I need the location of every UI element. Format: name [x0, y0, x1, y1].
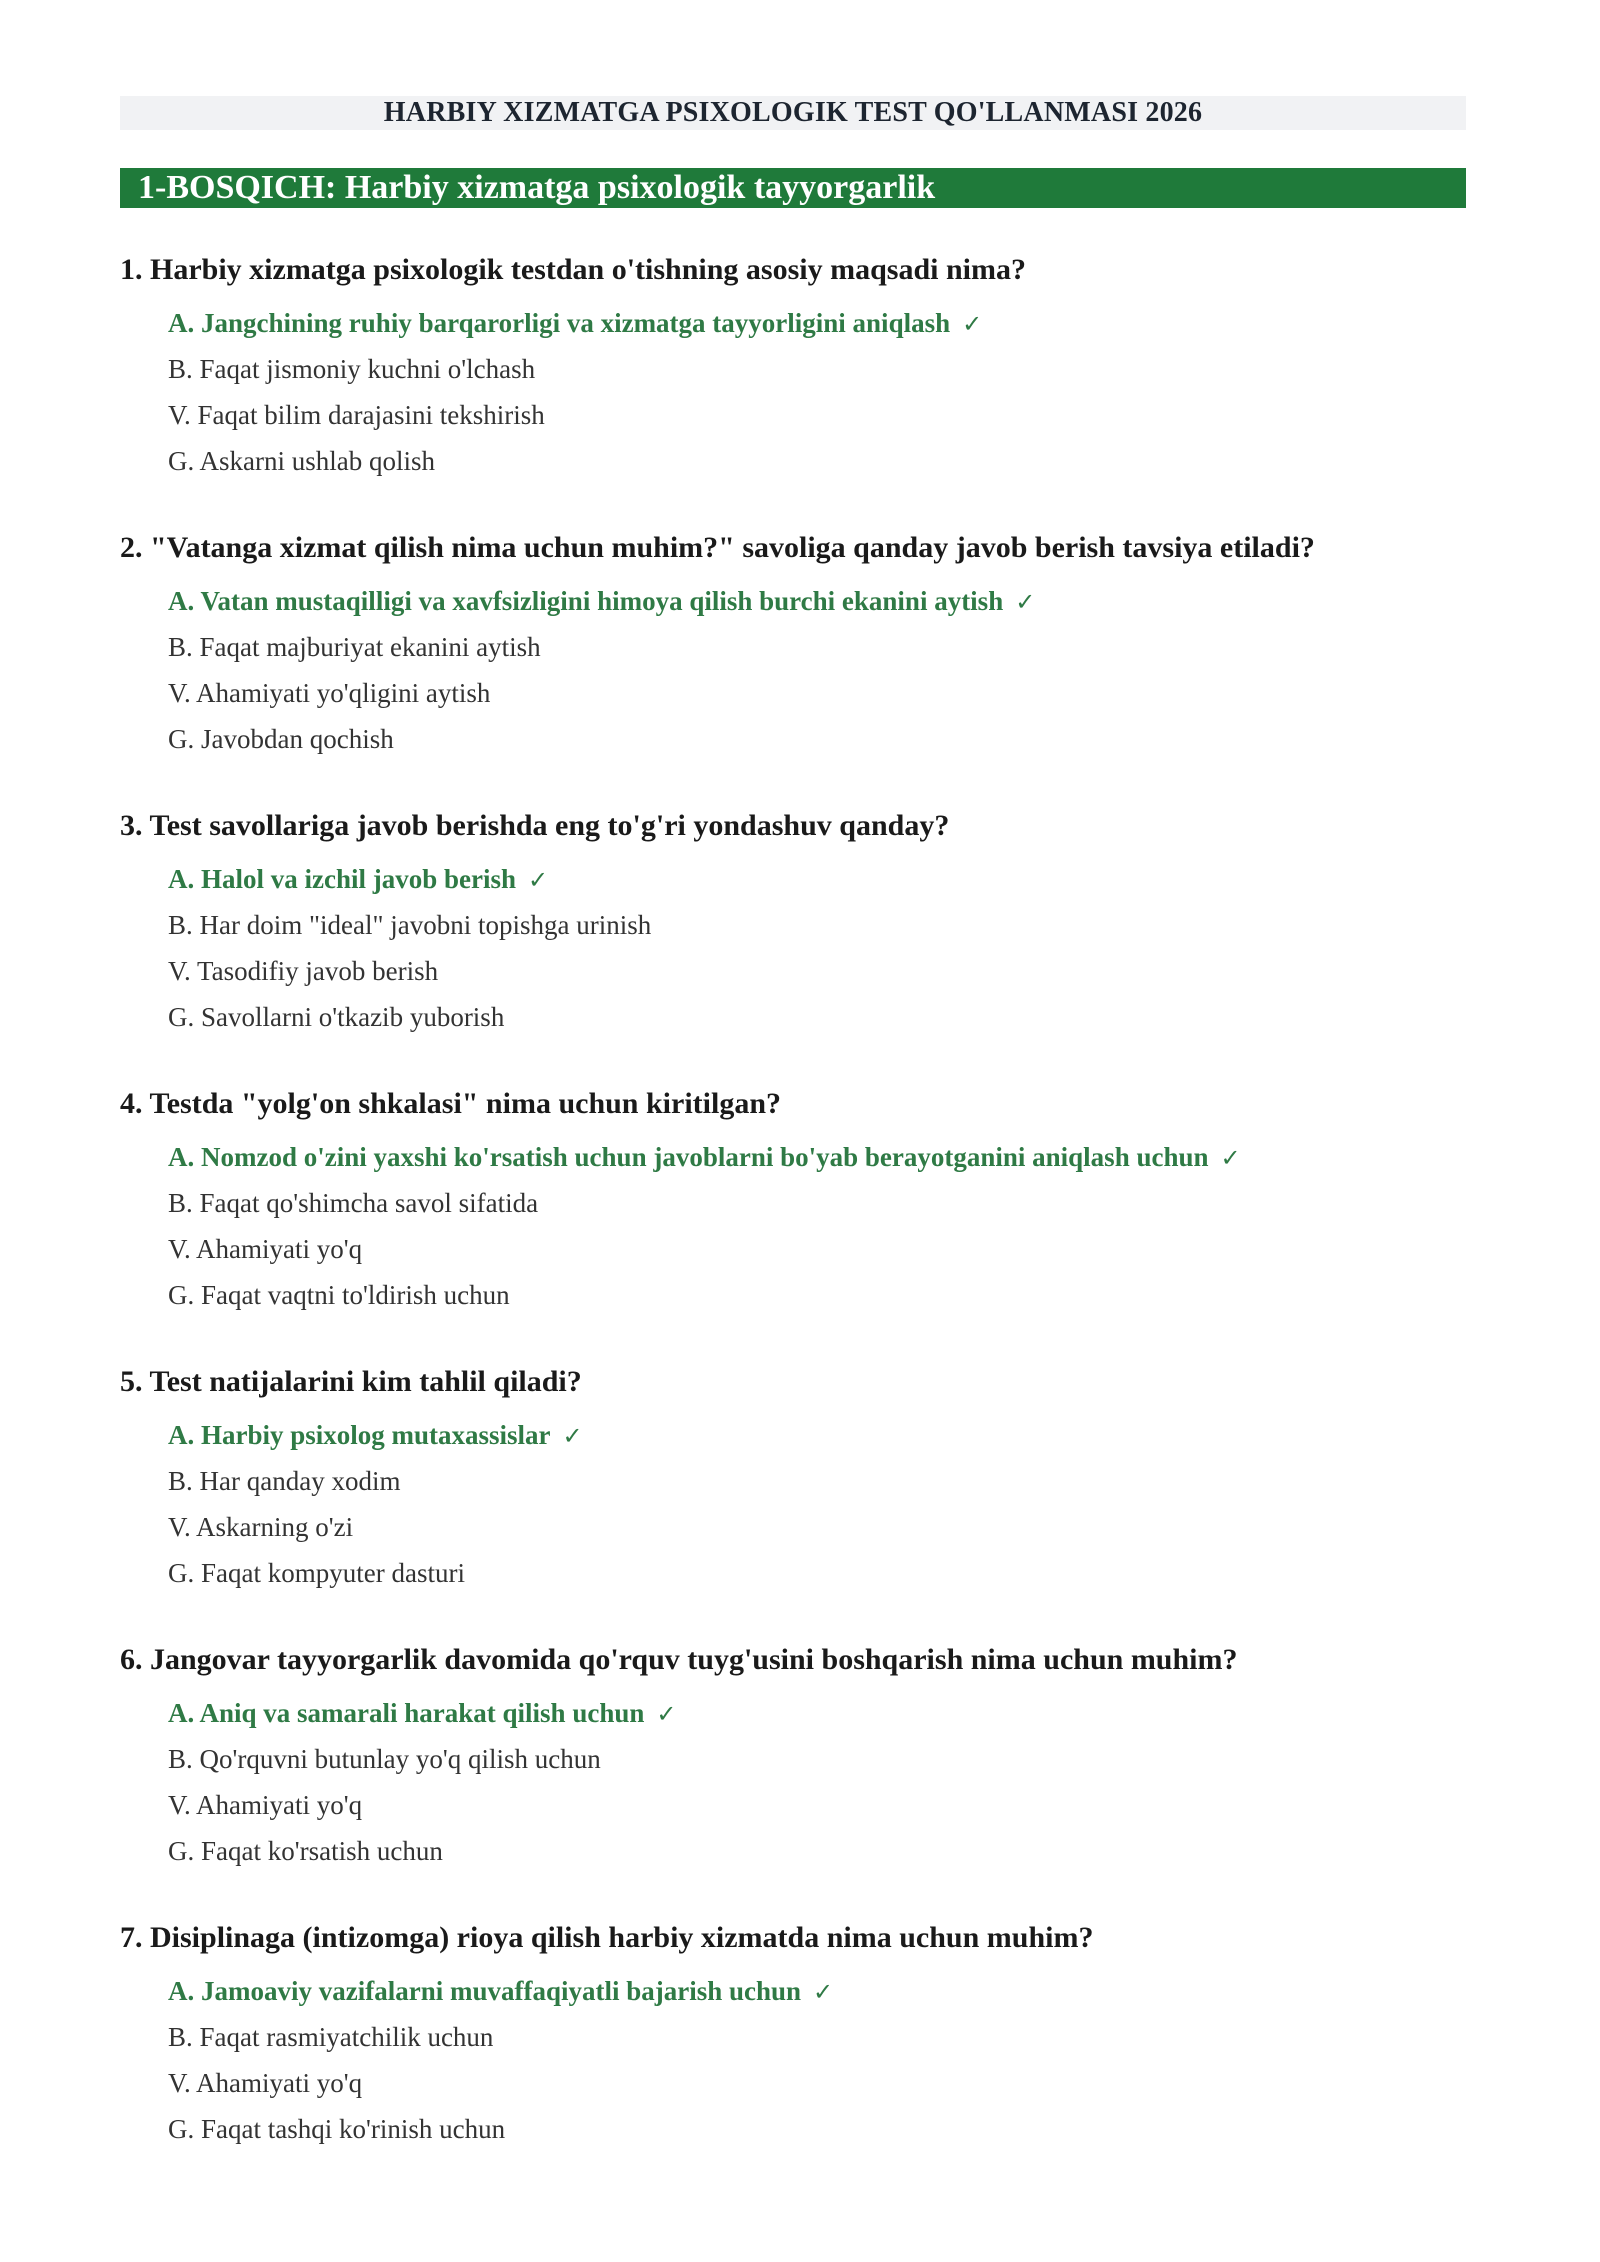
document-page: [120, 96, 1466, 2152]
answer-list: [120, 1134, 1466, 1318]
answer-list: [120, 1412, 1466, 1596]
answer-text: A. Halol va izchil javob berish: [168, 864, 517, 894]
answer-b: B. Har doim "ideal" javobni topishga urinish: [168, 910, 652, 940]
question-2: [120, 530, 1466, 762]
check-icon: ✓: [1015, 588, 1036, 616]
answer-text: A. Nomzod o'zini yaxshi ko'rsatish uchun javoblarni bo'yab berayotganini aniqlash uchun: [168, 1142, 1209, 1172]
question-6: [120, 1642, 1466, 1874]
check-icon: ✓: [1220, 1144, 1241, 1172]
answer-b: B. Faqat rasmiyatchilik uchun: [168, 2022, 494, 2052]
answer-list: [120, 1690, 1466, 1874]
check-icon: ✓: [813, 1978, 834, 2006]
answer-g: G. Faqat kompyuter dasturi: [168, 1558, 465, 1588]
question-title: 2. "Vatanga xizmat qilish nima uchun muhim?" savoliga qanday javob berish tavsiya etiladi?: [120, 531, 1315, 564]
question-4: [120, 1086, 1466, 1318]
answer-a-correct: [168, 1968, 1466, 2014]
answer-a-correct: [168, 578, 1466, 624]
answer-v: V. Ahamiyati yo'q: [168, 1790, 363, 1820]
check-icon: ✓: [562, 1422, 583, 1450]
question-1: [120, 252, 1466, 484]
question-title: 3. Test savollariga javob berishda eng to'g'ri yondashuv qanday?: [120, 809, 950, 842]
check-icon: ✓: [528, 866, 549, 894]
answer-g: G. Savollarni o'tkazib yuborish: [168, 1002, 505, 1032]
answer-text: A. Vatan mustaqilligi va xavfsizligini himoya qilish burchi ekanini aytish: [168, 586, 1004, 616]
answer-a-correct: [168, 1690, 1466, 1736]
question-3: [120, 808, 1466, 1040]
answer-v: V. Askarning o'zi: [168, 1512, 354, 1542]
answer-g: G. Faqat tashqi ko'rinish uchun: [168, 2114, 506, 2144]
question-list: [120, 252, 1466, 2152]
answer-a-correct: [168, 856, 1466, 902]
answer-b: B. Qo'rquvni butunlay yo'q qilish uchun: [168, 1744, 601, 1774]
answer-b: B. Faqat qo'shimcha savol sifatida: [168, 1188, 539, 1218]
answer-g: G. Faqat ko'rsatish uchun: [168, 1836, 443, 1866]
answer-b: B. Har qanday xodim: [168, 1466, 401, 1496]
answer-list: [120, 856, 1466, 1040]
answer-g: G. Faqat vaqtni to'ldirish uchun: [168, 1280, 510, 1310]
question-5: [120, 1364, 1466, 1596]
answer-list: [120, 300, 1466, 484]
answer-v: V. Ahamiyati yo'qligini aytish: [168, 678, 491, 708]
answer-v: V. Tasodifiy javob berish: [168, 956, 439, 986]
answer-text: A. Aniq va samarali harakat qilish uchun: [168, 1698, 645, 1728]
answer-v: V. Ahamiyati yo'q: [168, 2068, 363, 2098]
answer-a-correct: [168, 1134, 1466, 1180]
answer-g: G. Javobdan qochish: [168, 724, 394, 754]
answer-v: V. Ahamiyati yo'q: [168, 1234, 363, 1264]
answer-a-correct: [168, 300, 1466, 346]
question-title: 5. Test natijalarini kim tahlil qiladi?: [120, 1365, 582, 1398]
answer-v: V. Faqat bilim darajasini tekshirish: [168, 400, 545, 430]
answer-list: [120, 1968, 1466, 2152]
answer-text: A. Jamoaviy vazifalarni muvaffaqiyatli bajarish uchun: [168, 1976, 802, 2006]
document-title: HARBIY XIZMATGA PSIXOLOGIK TEST QO'LLANMASI 2026: [120, 96, 1466, 130]
answer-b: B. Faqat majburiyat ekanini aytish: [168, 632, 541, 662]
answer-b: B. Faqat jismoniy kuchni o'lchash: [168, 354, 536, 384]
answer-a-correct: [168, 1412, 1466, 1458]
section-title: 1-BOSQICH: Harbiy xizmatga psixologik tayyorgarlik: [120, 168, 1466, 208]
answer-text: A. Harbiy psixolog mutaxassislar: [168, 1420, 551, 1450]
answer-text: A. Jangchining ruhiy barqarorligi va xizmatga tayyorligini aniqlash: [168, 308, 951, 338]
question-title: 1. Harbiy xizmatga psixologik testdan o'tishning asosiy maqsadi nima?: [120, 253, 1026, 286]
question-7: [120, 1920, 1466, 2152]
question-title: 6. Jangovar tayyorgarlik davomida qo'rquv tuyg'usini boshqarish nima uchun muhim?: [120, 1643, 1238, 1676]
question-title: 7. Disiplinaga (intizomga) rioya qilish harbiy xizmatda nima uchun muhim?: [120, 1921, 1094, 1954]
answer-list: [120, 578, 1466, 762]
check-icon: ✓: [962, 310, 983, 338]
check-icon: ✓: [656, 1700, 677, 1728]
question-title: 4. Testda "yolg'on shkalasi" nima uchun kiritilgan?: [120, 1087, 782, 1120]
answer-g: G. Askarni ushlab qolish: [168, 446, 435, 476]
